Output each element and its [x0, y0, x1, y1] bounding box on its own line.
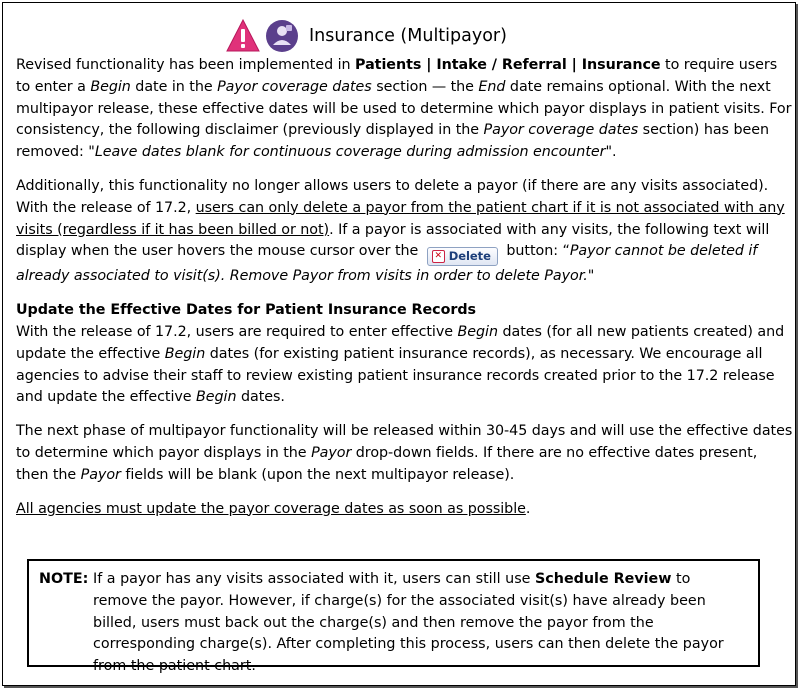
note-text: If a payor has any visits associated with it, users can still use Schedule Review to remove the payor. However, if charge(s) for the associated visit(s) have already been billed, users must back out the charge(s) and then remove the payor from the corresponding charge(s). After completing this process, users can then delete the payor from the patient chart. — [93, 571, 724, 675]
delete-x-icon: ✕ — [432, 250, 445, 263]
paragraph-next-phase: The next phase of multipayor functionality will be released within 30-45 days and will use the effective dates to determine which payor displays in the Payor drop-down fields. If there are no effective dates present, then the Payor fields will be blank (upon the next multipayor release). — [16, 423, 793, 483]
warning-triangle-icon — [225, 18, 261, 54]
document-header — [225, 17, 507, 55]
document-frame — [2, 2, 796, 686]
section-heading: Update the Effective Dates for Patient Insurance Records — [16, 302, 476, 319]
document-title: Insurance (Multipayor) — [309, 26, 507, 46]
paragraph-revised-functionality: Revised functionality has been implemented in Patients | Intake / Referral | Insurance to require users to enter a Begin date in the Payor coverage dates section — the End date remains optional. With the next multipayor release, these effective dates will be used to determine which payor displays in patient visits. For consistency, the following disclaimer (previously displayed in the Payor coverage dates section) has been removed: "Leave dates blank for continuous coverage during admission encounter". — [16, 57, 792, 161]
document-body — [16, 55, 794, 532]
paragraph-effective-dates: With the release of 17.2, users are required to enter effective Begin dates (for all new patients created) and update the effective Begin dates (for existing patient insurance records), as necessary. We encourage all agencies to advise their staff to review existing patient insurance records created prior to the 17.2 release and update the effective Begin dates. — [16, 323, 785, 406]
note-label: NOTE: — [39, 571, 89, 587]
paragraph-delete-payor: Additionally, this functionality no longer allows users to delete a payor (if there are any visits associated). With the release of 17.2, users can only delete a payor from the patient chart if it is not associated with any visits (regardless if it has been billed or not). If a payor is associated with any visits, the following text will display when the user hovers the mouse cursor over the ✕ Delete button: “Payor cannot be deleted if already associated to visit(s). Remove Payor from visits in order to delete Payor." — [16, 177, 785, 285]
clinician-role-icon — [265, 19, 299, 53]
note-box — [27, 559, 760, 675]
paragraph-agencies-must-update: All agencies must update the payor coverage dates as soon as possible. — [16, 500, 531, 517]
delete-button[interactable] — [427, 247, 498, 266]
delete-button-label: Delete — [448, 248, 491, 263]
